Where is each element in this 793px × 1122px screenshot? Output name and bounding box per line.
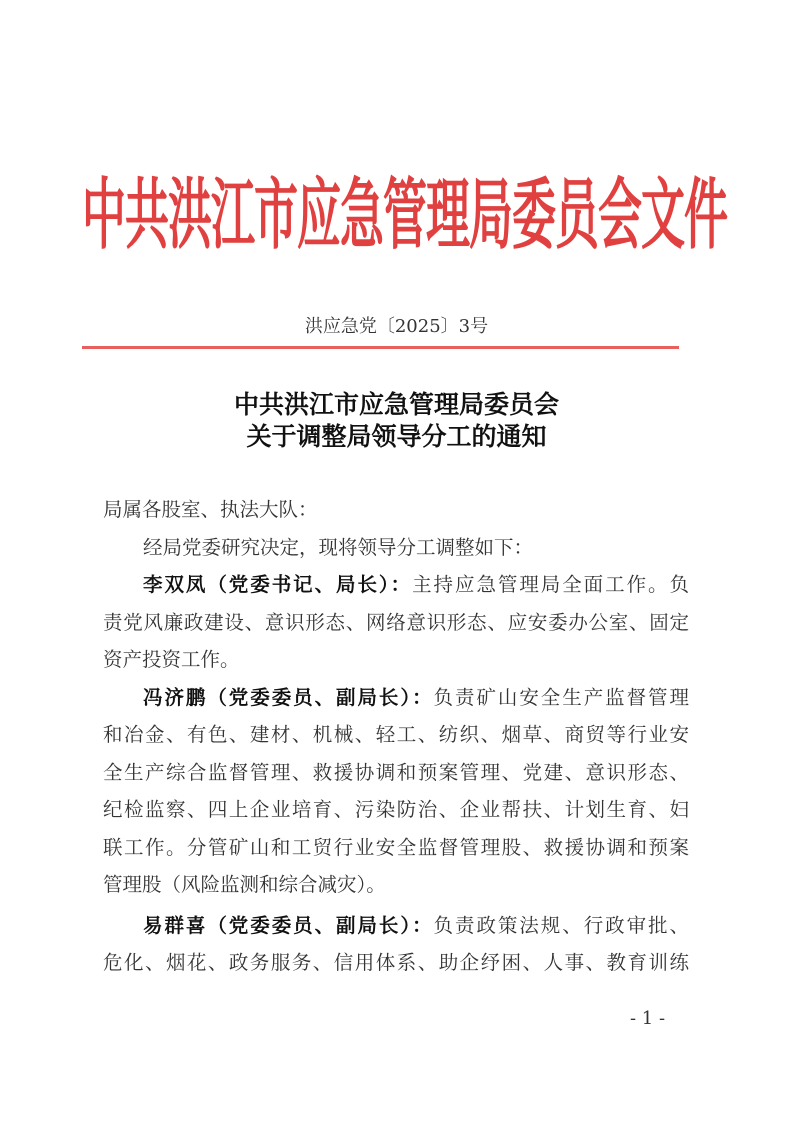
paragraph-line: 全生产综合监督管理、救援协调和预案管理、党建、意识形态、 xyxy=(103,760,689,784)
intro-paragraph: 经局党委研究决定，现将领导分工调整如下： xyxy=(143,535,534,559)
document-number: 洪应急党〔2025〕3号 xyxy=(304,316,489,337)
paragraph-text: 负责政策法规、行政审批、 xyxy=(433,913,689,937)
notice-title-line1: 中共洪江市应急管理局委员会 xyxy=(233,390,559,419)
header-divider xyxy=(82,346,679,349)
document-body xyxy=(103,491,689,982)
leader-name: 李双凤（党委书记、局长）： xyxy=(143,573,413,596)
paragraph-text: 主持应急管理局全面工作。负 xyxy=(412,573,689,596)
salutation: 局属各股室、执法大队： xyxy=(103,498,318,521)
paragraph-line: 联工作。分管矿山和工贸行业安全监督管理股、救援协调和预案 xyxy=(103,835,689,859)
leader-paragraph xyxy=(103,679,689,717)
leader-name: 冯济鹏（党委委员、副局长）： xyxy=(143,685,434,709)
paragraph-line: 危化、烟花、政务服务、信用体系、助企纾困、人事、教育训练 xyxy=(103,951,689,974)
leader-paragraph xyxy=(103,566,689,604)
leader-name: 易群喜（党委委员、副局长）： xyxy=(143,913,434,937)
document-header-title: 中共洪江市应急管理局委员会文件 xyxy=(82,171,727,261)
paragraph-line: 资产投资工作。 xyxy=(103,648,240,671)
paragraph-line: 和冶金、有色、建材、机械、轻工、纺织、烟草、商贸等行业安 xyxy=(103,723,689,746)
paragraph-text: 负责矿山安全生产监督管理 xyxy=(433,685,689,709)
notice-title-line2: 关于调整局领导分工的通知 xyxy=(246,422,547,451)
paragraph-line: 纪检监察、四上企业培育、污染防治、企业帮扶、计划生育、妇 xyxy=(103,798,689,821)
page-number: - 1 - xyxy=(630,1008,666,1029)
paragraph-line: 责党风廉政建设、意识形态、网络意识形态、应安委办公室、固定 xyxy=(103,610,689,634)
leader-paragraph xyxy=(103,907,689,945)
paragraph-line: 管理股（风险监测和综合减灾）。 xyxy=(103,873,386,896)
